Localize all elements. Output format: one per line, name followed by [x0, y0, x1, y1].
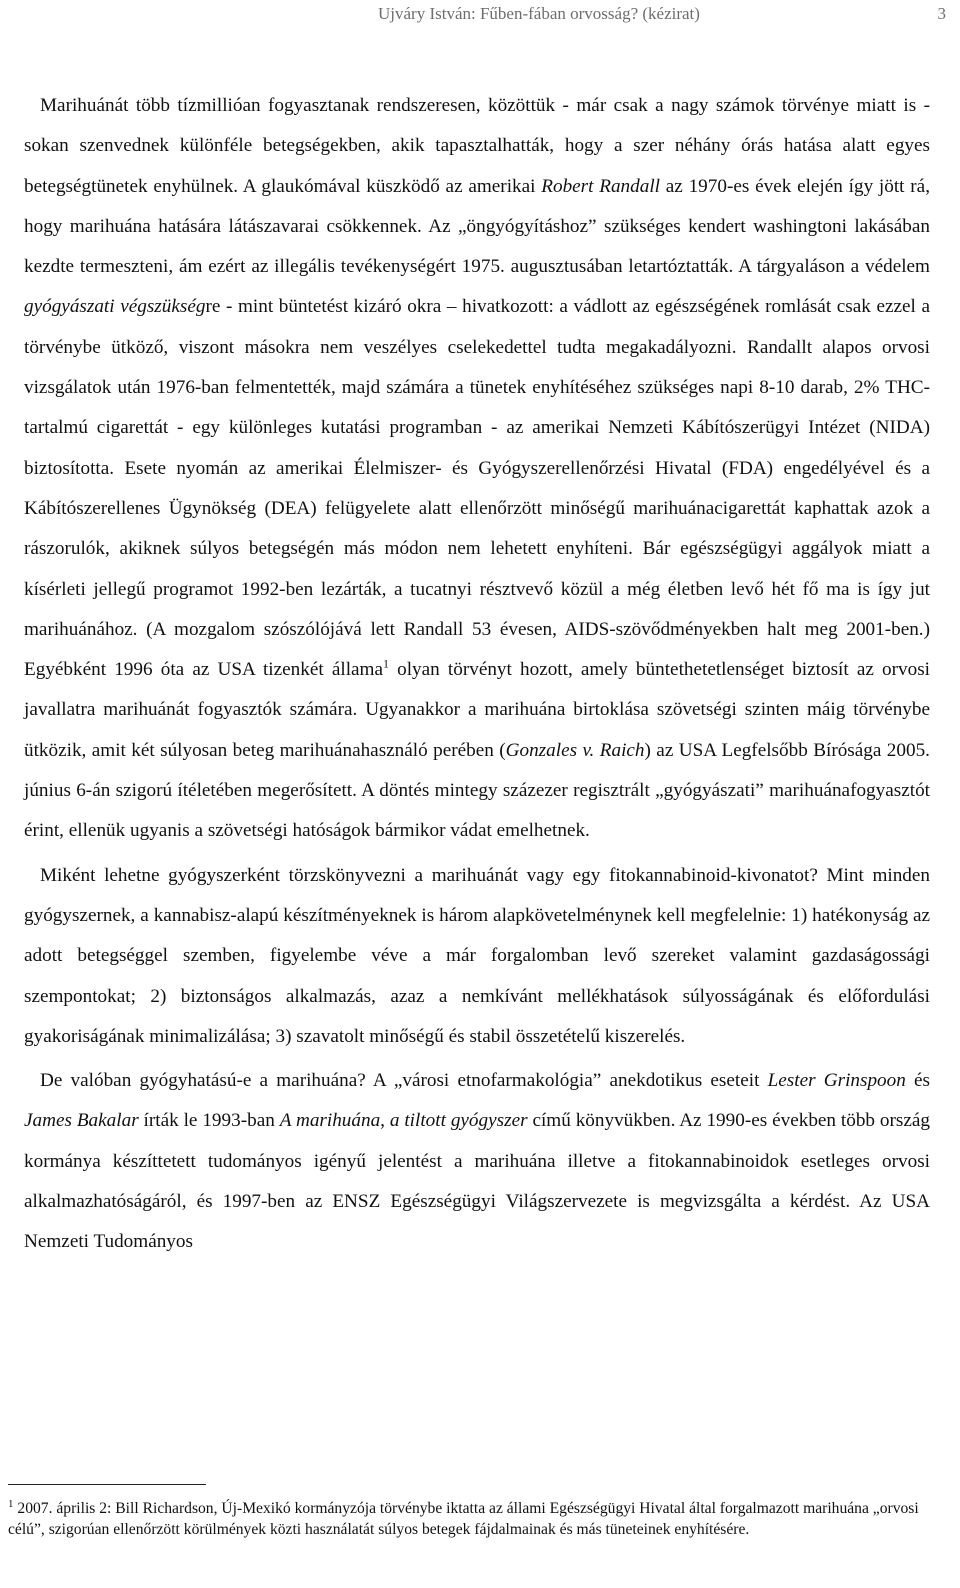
text-run: re - mint büntetést kizáró okra – hivatkozott: a vádlott az egészségének romlását csak ezzel a törvénybe ütköző, viszont másokra nem veszélyes cselekedettel tudta megakadályozni. Randallt alapos orvosi vizsgálatok után 1976-ban felmentették, majd számára a tünetek enyhítéséhez szükséges napi 8-10 darab, 2% THC-tartalmú cigarettát - egy különleges kutatási programban - az amerikai Nemzeti Kábítószerügyi Intézet (NIDA) biztosította. Esete nyomán az amerikai Élelmiszer- és Gyógyszerellenőrzési Hivatal (FDA) engedélyével és a Kábítószerellenes Ügynökség (DEA) felügyelete alatt ellenőrzött minőségű marihuánacigarettát kaphattak azok a rászorulók, akiknek súlyos betegségén más módon nem lehetett enyhíteni. Bár egészségügyi aggályok miatt a kísérleti jellegű programot 1992-ben lezárták, a tucatnyi résztvevő közül a még életben levő hét fő ma is így jut marihuánához. (A mozgalom szószólójává lett Randall 53 évesen, AIDS-szövődményekben halt meg 2001-ben.) Egyébként 1996 óta az USA tizenkét állama: [24, 296, 930, 681]
person-name: Lester Grinspoon: [767, 1070, 906, 1092]
paragraph-2: Miként lehetne gyógyszerként törzskönyvezni a marihuánát vagy egy fitokannabinoid-kivonatot? Mint minden gyógyszernek, a kannabisz-alapú készítményeknek is három alapkövetelménynek kell megfelelnie: 1) hatékonyság az adott betegséggel szemben, figyelembe véve a már forgalomban levő szereket valamint gazdaságossági szempontokat; 2) biztonságos alkalmazás, azaz a nemkívánt mellékhatások súlyosságának és előfordulási gyakoriságának minimalizálása; 3) szavatolt minőségű és stabil összetételű kiszerelés.: [24, 864, 930, 1047]
text-run: című könyvükben. Az 1990-es években több ország kormánya készíttetett tudományos igényű jelentést a marihuána illetve a fitokannabinoidok esetleges orvosi alkalmazhatóságáról, és 1997-ben az ENSZ Egészségügyi Világszervezete is megvizsgálta a kérdést. Az USA Nemzeti Tudományos: [24, 1110, 930, 1253]
footnote-reference[interactable]: 1: [382, 656, 389, 671]
footnote-marker: 1: [8, 1497, 14, 1510]
book-title: A marihuána, a tiltott gyógyszer: [279, 1110, 528, 1132]
text-run: ) az USA Legfelsőbb Bírósága 2005. június 6-án szigorú ítéletében megerősített. A döntés mintegy százezer regisztrált „gyógyászati” marihuánafogyasztót érint, ellenük ugyanis a szövetségi hatóságok bármikor vádat emelhetnek.: [24, 739, 930, 842]
paragraph-1: [24, 86, 930, 852]
text-run: az 1970-es évek elején így jött rá, hogy marihuána hatására látászavarai csökkennek. Az „öngyógyításhoz” szükséges kendert washingtoni lakásában kezdte termeszteni, ám ezért az illegális tevékenységért 1975. augusztusában letartóztatták. A tárgyaláson a védelem: [24, 175, 930, 278]
footnote-separator: [8, 1484, 206, 1485]
header-title: Ujváry István: Fűben-fában orvosság? (kézirat): [378, 4, 700, 23]
body-text: [24, 86, 930, 1267]
case-name: Gonzales v. Raich: [505, 739, 645, 761]
text-run: és: [905, 1070, 931, 1092]
running-header: [0, 2, 960, 26]
paragraph-3: [24, 1061, 930, 1262]
text-run: írták le 1993-ban: [138, 1110, 280, 1132]
footnote-text: 2007. április 2: Bill Richardson, Új-Mexikó kormányzója törvénybe iktatta az állami Egészségügyi Hivatal által forgalmazott marihuána „orvosi célú”, szigorúan ellenőrzött körülmények közti használatát súlyos betegek fájdalmainak és más tüneteinek enyhítésére.: [8, 1500, 919, 1538]
footnote: [8, 1498, 938, 1540]
text-run: Marihuánát több tízmillióan fogyasztanak rendszeresen, közöttük - már csak a nagy számok törvénye miatt is - sokan szenvednek különféle betegségekben, akik tapasztalhatták, hogy a szer néhány órás hatása alatt egyes betegségtünetek enyhülnek. A glaukómával küszködő az amerikai: [24, 95, 930, 197]
person-name: James Bakalar: [24, 1110, 139, 1132]
legal-term: gyógyászati végszükség: [24, 296, 206, 318]
person-name: Robert Randall: [541, 175, 660, 197]
page-number: 3: [937, 4, 946, 23]
text-run: De valóban gyógyhatású-e a marihuána? A „városi etnofarmakológia” anekdotikus eseteit: [40, 1070, 768, 1092]
text-run: olyan törvényt hozott, amely büntethetetlenséget biztosít az orvosi javallatra marihuánát fogyasztók számára. Ugyanakkor a marihuána birtoklása szövetségi szinten máig törvénybe ütközik, amit két súlyosan beteg marihuánahasználó perében (: [24, 659, 930, 761]
